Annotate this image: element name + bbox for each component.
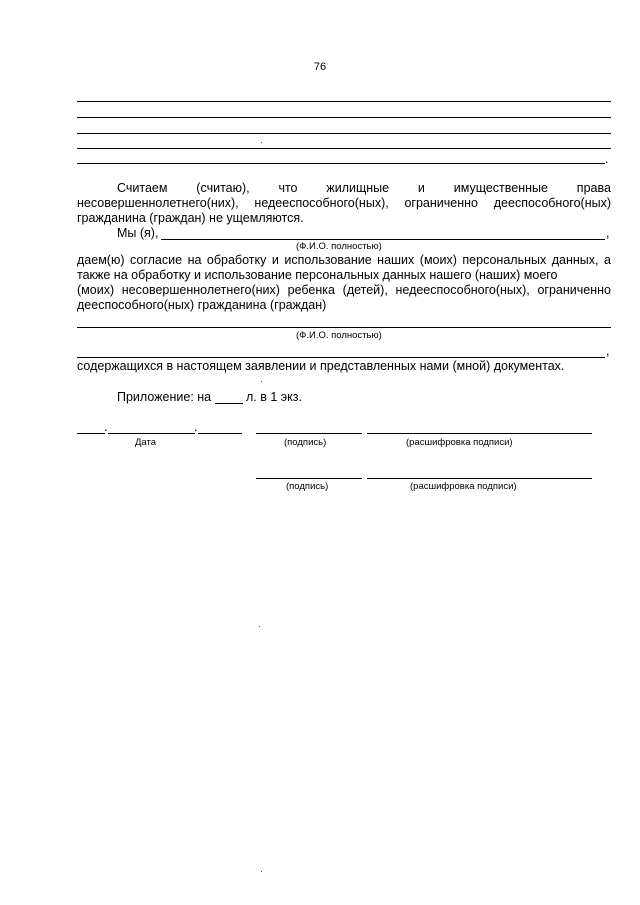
blank-line-1 (77, 101, 611, 102)
scan-speck (261, 142, 262, 143)
signature-caption-2: (подпись) (286, 481, 329, 492)
consent-line-1: даем(ю) согласие на обработку и использование наших (моих) персональных данных, а (77, 253, 611, 267)
blank-line-5 (77, 163, 605, 164)
date-year-line (198, 433, 242, 434)
date-caption: Дата (135, 437, 157, 448)
consent-line-4: дееспособного(ных) гражданина (граждан) (77, 298, 327, 312)
attachment-suffix: л. в 1 экз. (246, 390, 302, 404)
date-day-line (77, 433, 105, 434)
consider-line-3: гражданина (граждан) не ущемляются. (77, 211, 304, 225)
consent-line-2: также на обработку и использование персональных данных нашего (наших) моего (77, 268, 558, 282)
page-number: 76 (313, 61, 327, 73)
contained-line: содержащихся в настоящем заявлении и представленных нами (мной) документах. (77, 359, 565, 373)
decoding-line-1 (367, 433, 592, 434)
consent-line-3: (моих) несовершеннолетнего(них) ребенка (детей), недееспособного(ных), ограниченно (77, 283, 611, 297)
blank-line-4 (77, 148, 611, 149)
second-name-line (77, 357, 605, 358)
decoding-caption-1: (расшифровка подписи) (406, 437, 513, 448)
date-dot-2: . (194, 420, 198, 434)
blank-line-2 (77, 117, 611, 118)
signature-line-1 (256, 433, 362, 434)
scan-speck-2 (261, 381, 262, 382)
signature-caption-1: (подпись) (284, 437, 327, 448)
decoding-line-2 (367, 478, 592, 479)
consider-line-2: несовершеннолетнего(них), недееспособного(ных), ограниченно дееспособного(ных) (77, 196, 611, 210)
scan-speck-3 (259, 626, 260, 627)
blank-line-3 (77, 133, 611, 134)
child-name-line (77, 327, 611, 328)
we-name-line (161, 239, 605, 240)
second-trailing-comma: , (606, 344, 610, 358)
we-label: Мы (я), (117, 226, 159, 240)
attachment-blank (215, 403, 243, 404)
consider-line-1: Считаем (считаю), что жилищные и имущественные права (117, 181, 611, 195)
we-trailing-comma: , (606, 226, 610, 240)
fio-caption-2: (Ф.И.О. полностью) (296, 330, 382, 341)
fio-caption: (Ф.И.О. полностью) (296, 241, 382, 252)
signature-line-2 (256, 478, 362, 479)
decoding-caption-2: (расшифровка подписи) (410, 481, 517, 492)
attachment-prefix: Приложение: на (117, 390, 212, 404)
scan-speck-4 (261, 871, 262, 872)
date-month-line (108, 433, 195, 434)
blank-line-trailing-dot: . (605, 152, 609, 166)
date-dot-1: . (104, 420, 108, 434)
